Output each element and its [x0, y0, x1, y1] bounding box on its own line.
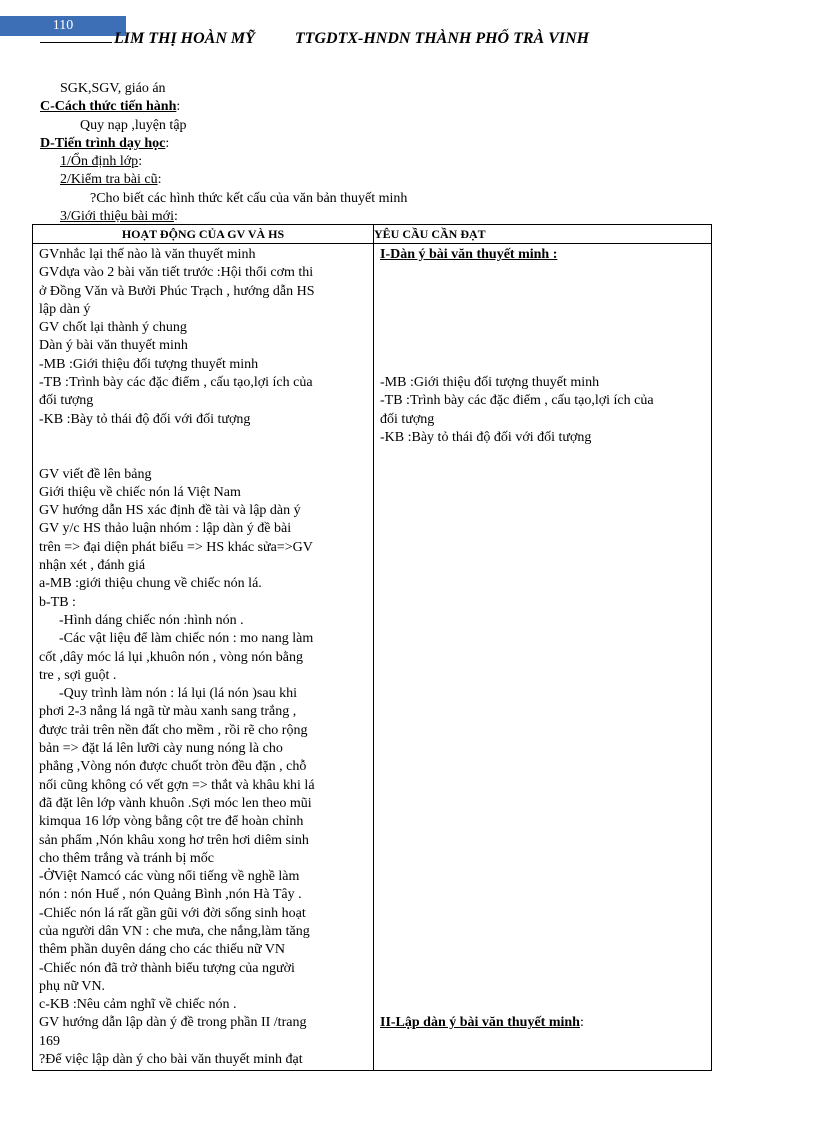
page-number: 110	[0, 16, 126, 36]
activity-line: GV hướng dẫn HS xác định đề tài và lập dàn ý	[39, 503, 301, 519]
activity-line: GV chốt lại thành ý chung	[39, 320, 187, 336]
activity-line: phẳng ,Vòng nón được chuốt tròn đều đặn , chỗ	[39, 759, 307, 775]
outline-line: -TB :Trình bày các đặc điểm , cấu tạo,lợi ích của	[380, 393, 654, 409]
activity-line: trên => đại diện phát biểu => HS khác sửa=>GV	[39, 539, 313, 555]
activity-line: nhận xét , đánh giá	[39, 558, 146, 574]
activity-line: Giới thiệu về chiếc nón lá Việt Nam	[39, 484, 241, 500]
activity-line: -Hình dáng chiếc nón :hình nón .	[59, 612, 244, 628]
activity-line: đã đặt lên lớp vành khuôn .Sợi móc len theo mũi	[39, 795, 312, 811]
activity-line: Dàn ý bài văn thuyết minh	[39, 338, 188, 354]
section-c-heading: C-Cách thức tiến hành:	[40, 99, 181, 114]
table-body-row	[33, 244, 712, 1071]
col-header-requirements: YÊU CẦU CẦN ĐẠT	[374, 225, 712, 244]
activity-line: a-MB :giới thiệu chung về chiếc nón lá.	[39, 576, 262, 592]
activity-line: GV hướng dẫn lập dàn ý đề trong phần II /trang	[39, 1015, 307, 1031]
activity-line: -Các vật liệu để làm chiếc nón : mo nang làm	[59, 631, 314, 647]
activities-cell	[33, 244, 374, 1071]
activity-line	[39, 447, 369, 465]
practice-title: II-Lập dàn ý bài văn thuyết minh	[380, 1015, 580, 1031]
requirements-cell	[374, 244, 712, 1071]
table-header-row	[33, 225, 712, 244]
activity-line: cốt ,dây móc lá lụi ,khuôn nón , vòng nón bằng	[39, 649, 304, 665]
section-c-title: C-Cách thức tiến hành	[40, 99, 177, 114]
outline-line: đối tượng	[380, 411, 435, 427]
activity-line: ?Để việc lập dàn ý cho bài văn thuyết minh đạt	[39, 1052, 303, 1068]
activity-line: b-TB :	[39, 594, 76, 610]
activity-line: cho thêm trắng và tránh bị mốc	[39, 850, 214, 866]
activities-column	[33, 244, 373, 1069]
activity-line: c-KB :Nêu cảm nghĩ về chiếc nón .	[39, 997, 237, 1013]
outline-title: I-Dàn ý bài văn thuyết minh :	[380, 247, 558, 262]
activity-line: -TB :Trình bày các đặc điểm , cấu tạo,lợi ích của	[39, 375, 313, 391]
section-d-title: D-Tiến trình dạy học	[40, 136, 166, 151]
activity-line: phơi 2-3 nắng lá ngã từ màu xanh sang trắng ,	[39, 704, 297, 720]
activity-line: được trải trên nền đất cho mềm , rồi rẽ cho rộng	[39, 722, 308, 738]
activity-line	[39, 429, 369, 447]
activity-line: nón : nón Huế , nón Quảng Bình ,nón Hà Tây .	[39, 887, 302, 903]
header-author: LIM THỊ HOÀN MỸ	[114, 30, 255, 47]
activity-line: -KB :Bày tỏ thái độ đối với đối tượng	[39, 411, 251, 427]
step-3: 3/Giới thiệu bài mới:	[60, 209, 178, 224]
activity-line: tre , sợi guột .	[39, 667, 117, 683]
activity-line: GVnhắc lại thế nào là văn thuyết minh	[39, 247, 256, 262]
page-header	[40, 30, 589, 48]
activity-line: -Chiếc nón lá rất gần gũi với đời sống sinh hoạt	[39, 905, 306, 921]
outline-line: -KB :Bày tỏ thái độ đối với đối tượng	[380, 429, 592, 445]
activity-line: nối cũng không có vết gợn => thắt và khâu khi lá	[39, 777, 315, 793]
activity-line: bản => đặt lá lên lưỡi cày nung nóng là cho	[39, 741, 283, 757]
activity-line: -Quy trình làm nón : lá lụi (lá nón )sau khi	[59, 686, 297, 702]
header-organization: TTGDTX-HNDN THÀNH PHỐ TRÀ VINH	[294, 30, 590, 47]
section-d-heading: D-Tiến trình dạy học:	[40, 136, 170, 151]
activity-line: lập dàn ý	[39, 301, 91, 317]
activity-line: kimqua 16 lớp vòng bằng cột tre để hoàn chỉnh	[39, 814, 304, 830]
lesson-table	[32, 224, 712, 1071]
activity-line: đối tượng	[39, 393, 94, 409]
activity-line: thêm phần duyên dáng cho các thiếu nữ VN	[39, 942, 286, 958]
activity-line: -MB :Giới thiệu đối tượng thuyết minh	[39, 356, 259, 372]
step-1: 1/Ổn định lớp:	[60, 154, 143, 169]
activity-line: ở Đồng Văn và Bưởi Phúc Trạch , hướng dẫn HS	[39, 283, 315, 299]
section-c-text: Quy nạp ,luyện tập	[80, 118, 187, 133]
header-rule	[40, 42, 112, 43]
requirements-column: I-Dàn ý bài văn thuyết minh : -MB :Giới thiệu đối tượng thuyết minh -TB :Trình bày các đặc điểm , cấu tạo,lợi ích của đối tượng -KB :Bày tỏ thái độ đối với đối tượng II-Lập dàn ý bài văn thuyết minh:	[374, 244, 711, 1033]
activity-line: phụ nữ VN.	[39, 978, 106, 994]
col-header-activities: HOẠT ĐỘNG CỦA GV VÀ HS	[33, 225, 374, 244]
activity-line: GVdựa vào 2 bài văn tiết trước :Hội thổi cơm thi	[39, 265, 314, 281]
activity-line: 169	[39, 1033, 60, 1049]
activity-line: GV viết đề lên bảng	[39, 466, 152, 482]
activity-line: của người dân VN : che mưa, che nắng,làm tăng	[39, 923, 310, 939]
materials-text: SGK,SGV, giáo án	[60, 81, 166, 96]
activity-line: GV y/c HS thảo luận nhóm : lập dàn ý đề bài	[39, 521, 292, 537]
activity-line: -ỞViệt Namcó các vùng nổi tiếng về nghề làm	[39, 869, 300, 885]
outline-line: -MB :Giới thiệu đối tượng thuyết minh	[380, 375, 600, 391]
outline-lines	[380, 374, 707, 447]
activity-line: sản phẩm ,Nón khâu xong hơ trên hơi diêm sinh	[39, 832, 309, 848]
step-2-question: ?Cho biết các hình thức kết cấu của văn bản thuyết minh	[90, 191, 408, 206]
step-2: 2/Kiểm tra bài cũ:	[60, 172, 162, 187]
activity-line: -Chiếc nón đã trở thành biểu tượng của người	[39, 960, 295, 976]
